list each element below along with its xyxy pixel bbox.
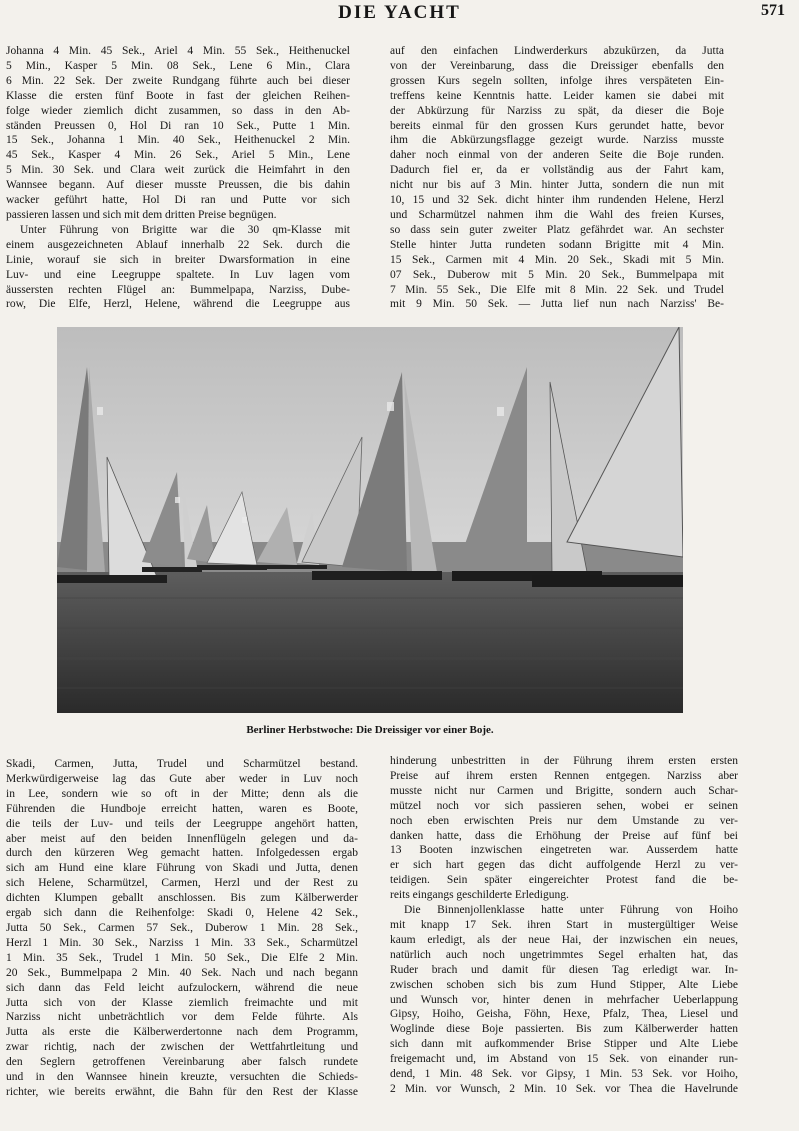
text-line: nicht nur bis auf 3 Min. hinter Jutta, sondern die nun mit (390, 179, 724, 192)
text-line: ergab sich dann die Reihenfolge: Skadi 0, Helene 42 Sek., (6, 907, 358, 920)
text-line: dichten Klumpen geballt anschlossen. Bis zum Kälberwerder (6, 892, 358, 905)
text-line: Stelle hinter Jutta rundeten sodann Brigitte mit 4 Min. (390, 238, 724, 251)
text-line: dend, 1 Min. 48 Sek. vor Gipsy, 1 Min. 53 Sek. vor Hoiho, (390, 1068, 738, 1081)
text-line: Wannsee begann. Auf dieser musste Preussen, die bis dahin (6, 179, 350, 192)
text-line: noch eben erwischten Preis nur dem Umstande zu ver- (390, 814, 738, 827)
text-line: 6 Min. 22 Sek. Der zweite Rundgang führte auch bei dieser (6, 74, 350, 87)
text-line: Ruder brach und damit für diesen Tag erledigt war. In- (390, 963, 738, 976)
text-column-bottom-right (390, 754, 738, 1094)
text-line: Linie, worauf sie sich in breiter Dwarsformation in eine (6, 253, 350, 266)
text-line: sich Helene, Scharmützel, Carmen, Herzl und der Rest zu (6, 877, 358, 890)
text-line: er sich hart gegen das dicht auffolgende Herzl zu ver- (390, 859, 738, 872)
text-line: Gipsy, Hoiho, Geisha, Föhn, Hexe, Pfalz, Thea, Liesel und (390, 1008, 738, 1021)
text-line: 5 Min. 30 Sek. und Clara weit zurück die Heimfahrt in den (6, 164, 350, 177)
text-line: zwischen schoben sich bis zum Hund Stipper, Alte Liebe (390, 978, 738, 991)
text-line: von der Vereinbarung, dass die Dreissiger ebenfalls den (390, 59, 724, 72)
text-line: Unter Führung von Brigitte war die 30 qm-Klasse mit (20, 223, 350, 236)
text-line: so dass sein guter zweiter Platz gefährdet war. An sechster (390, 223, 724, 236)
text-line: wacker geführt hatte, Hol Di ran und Putte vor sich (6, 194, 350, 207)
text-line: bereits einmal für den grossen Kurs gerundet hatte, bevor (390, 119, 724, 132)
journal-title: DIE YACHT (338, 2, 461, 23)
text-line: 7 Min. 55 Sek., Die Elfe mit 8 Min. 22 Sek. und Trudel (390, 283, 724, 296)
text-line: 15 Sek., Johanna 1 Min. 40 Sek., Heithenuckel 2 Min. (6, 134, 350, 147)
photo-caption: Berliner Herbstwoche: Die Dreissiger vor einer Boje. (246, 724, 494, 736)
text-line: richter, wie bereits erwähnt, die Bahn für den Rest der Klasse (6, 1085, 358, 1097)
text-line: 5 Min., Kasper 5 Min. 08 Sek., Lene 6 Min., Clara (6, 59, 350, 72)
text-column-top-right (390, 44, 724, 334)
text-line: ständen Preussen 0, Hol Di ran 10 Sek., Putte 1 Min. (6, 119, 350, 132)
text-line: sich am Hund eine klare Führung von Skadi und Jutta, denen (6, 862, 358, 875)
text-line: Narziss nicht unbeträchtlich vor dem Felde führte. Als (6, 1011, 358, 1024)
text-line: Johanna 4 Min. 45 Sek., Ariel 4 Min. 55 Sek., Heithenuckel (6, 45, 350, 57)
text-line: natürlich auch noch ungetrimmtes Segel erhalten hat, das (390, 948, 738, 961)
text-line: Jutta als erste die Kälberwerdertonne nach dem Programm, (6, 1026, 358, 1039)
text-line: äussersten rechten Flügel an: Bummelpapa, Narziss, Dube- (6, 283, 350, 296)
text-line: auf den einfachen Lindwerderkurs abzukürzen, da Jutta (390, 45, 724, 57)
text-line: kaum erledigt, als der neue Hai, der inzwischen ein neues, (390, 933, 738, 946)
regatta-photo (57, 327, 683, 713)
text-line: Merkwürdigerweise lag das Gute aber weder in Luv noch (6, 772, 358, 785)
text-line: und Wunsch vor, hinter denen in mehrfacher Ueberlappung (390, 993, 738, 1006)
text-line: Die Binnenjollenklasse hatte unter Führung von Hoiho (404, 904, 738, 917)
text-line: freigemacht und, im Abstand von 15 Sek. von einander run- (390, 1053, 738, 1066)
text-line: hinderung unbestritten in der Führung ihrem ersten ersten (390, 755, 738, 767)
text-line: 1 Min. 35 Sek., Trudel 1 Min. 50 Sek., Die Elfe 2 Min. (6, 951, 358, 964)
text-line: Jutta 50 Sek., Carmen 57 Sek., Duberow 1 Min. 28 Sek., (6, 921, 358, 934)
text-line: sich dann das Feld leicht aufzulockern, während die neue (6, 981, 358, 994)
text-line: danken hatte, dass die Erhöhung der Preise auf fünf bei (390, 829, 738, 842)
text-line: teidigen. Sein später eingereichter Protest fand die be- (390, 874, 738, 887)
text-line: Woglinde diese Boje passierten. Bis zum Kälberwerder hatten (390, 1023, 738, 1036)
text-line: Klasse die ersten fünf Boote in fast der gleichen Reihen- (6, 89, 350, 102)
text-line: in Lee, sondern wie so oft in der Mitte; denn als die (6, 787, 358, 800)
text-line: 20 Sek., Bummelpapa 2 Min. 40 Sek. Nach und nach begann (6, 966, 358, 979)
text-line: folge wieder ziemlich dicht zusammen, so dass in den Ab- (6, 104, 350, 117)
text-line: 15 Sek., Carmen mit 4 Min. 20 Sek., Skadi mit 5 Min. (390, 253, 724, 266)
text-line: durch den kürzeren Weg gemacht hatten. Infolgedessen ergab (6, 847, 358, 860)
text-column-bottom-left (6, 757, 358, 1097)
text-line: mit knapp 17 Sek. ihren Start in mustergültiger Weise (390, 918, 738, 931)
text-line: row, Die Elfe, Herzl, Helene, während die Leegruppe aus (6, 298, 350, 311)
text-line: grossen Kurs segeln sollten, infolge ihres verspäteten Ein- (390, 74, 724, 87)
text-line: den Seglern getroffenen Vereinbarung aber falsch rundete (6, 1056, 358, 1069)
text-line: zwar richtig, nach der zwischen der Wettfahrtleitung und (6, 1041, 358, 1054)
text-line: Dadurch fiel er, da er vollständig aus der Fahrt kam, (390, 164, 724, 177)
text-line: ihm die Abkürzungsflagge gezeigt wurde. Narziss musste (390, 134, 724, 147)
text-line: Preise auf ihrem ersten Rennen entgegen. Narziss aber (390, 769, 738, 782)
text-line: passieren lassen und sich mit dem dritten Preise begnügen. (6, 208, 277, 221)
text-line: 10, 15 und 32 Sek. dicht hinter ihm rundenden Helene, Herzl (390, 194, 724, 207)
text-line: daher noch einmal von der anderen Seite die Boje runden. (390, 149, 724, 162)
text-line: treffens keine Kenntnis hatte. Leider kamen sie dabei mit (390, 89, 724, 102)
text-line: sich dann mit aufkommender Brise Stipper und Alte Liebe (390, 1038, 738, 1051)
text-line: 13 Booten inzwischen eingetreten war. Ausserdem hatte (390, 844, 738, 857)
text-line: die teils der Luv- und teils der Leegruppe angehört hatten, (6, 817, 358, 830)
text-line: Führenden die Hundboje erreicht hatten, waren es Boote, (6, 802, 358, 815)
text-line: und in den Wannsee hinein kreuzte, versuchten die Schieds- (6, 1071, 358, 1084)
text-line: reits eingangs geschilderte Erledigung. (390, 889, 569, 902)
page-number: 571 (761, 2, 785, 19)
text-line: Skadi, Carmen, Jutta, Trudel und Scharmützel bestand. (6, 758, 358, 770)
text-line: aber meist auf den beiden Innenflügeln gelegen und da- (6, 832, 358, 845)
text-line: mit 9 Min. 50 Sek. — Jutta lief nun nach Narziss' Be- (390, 298, 724, 311)
text-line: 2 Min. vor Wunsch, 2 Min. 10 Sek. vor Thea die Havelrunde (390, 1082, 738, 1094)
text-line: und Scharmützel nahmen ihm die Wahl des freien Kurses, (390, 208, 724, 221)
page-header (0, 0, 799, 30)
text-line: Herzl 1 Min. 30 Sek., Narziss 1 Min. 33 Sek., Scharmützel (6, 936, 358, 949)
text-column-top-left (6, 44, 350, 334)
text-line: Luv- und eine Leegruppe spaltete. In Luv lagen vom (6, 268, 350, 281)
text-line: einem ausgezeichneten Ablauf innerhalb 22 Sek. durch die (6, 238, 350, 251)
text-line: der Abkürzung für Narziss zu spät, da dieser die Boje (390, 104, 724, 117)
text-line: mützel noch vor sich passieren sehen, wobei er seinen (390, 799, 738, 812)
text-line: 07 Sek., Duberow mit 5 Min. 20 Sek., Bummelpapa mit (390, 268, 724, 281)
text-line: musste nicht nur Carmen und Brigitte, sondern auch Schar- (390, 784, 738, 797)
text-line: Jutta sich von der Klasse ziemlich freimachte und mit (6, 996, 358, 1009)
sailboats-image (57, 327, 683, 713)
text-line: 45 Sek., Kasper 4 Min. 26 Sek., Ariel 5 Min., Lene (6, 149, 350, 162)
